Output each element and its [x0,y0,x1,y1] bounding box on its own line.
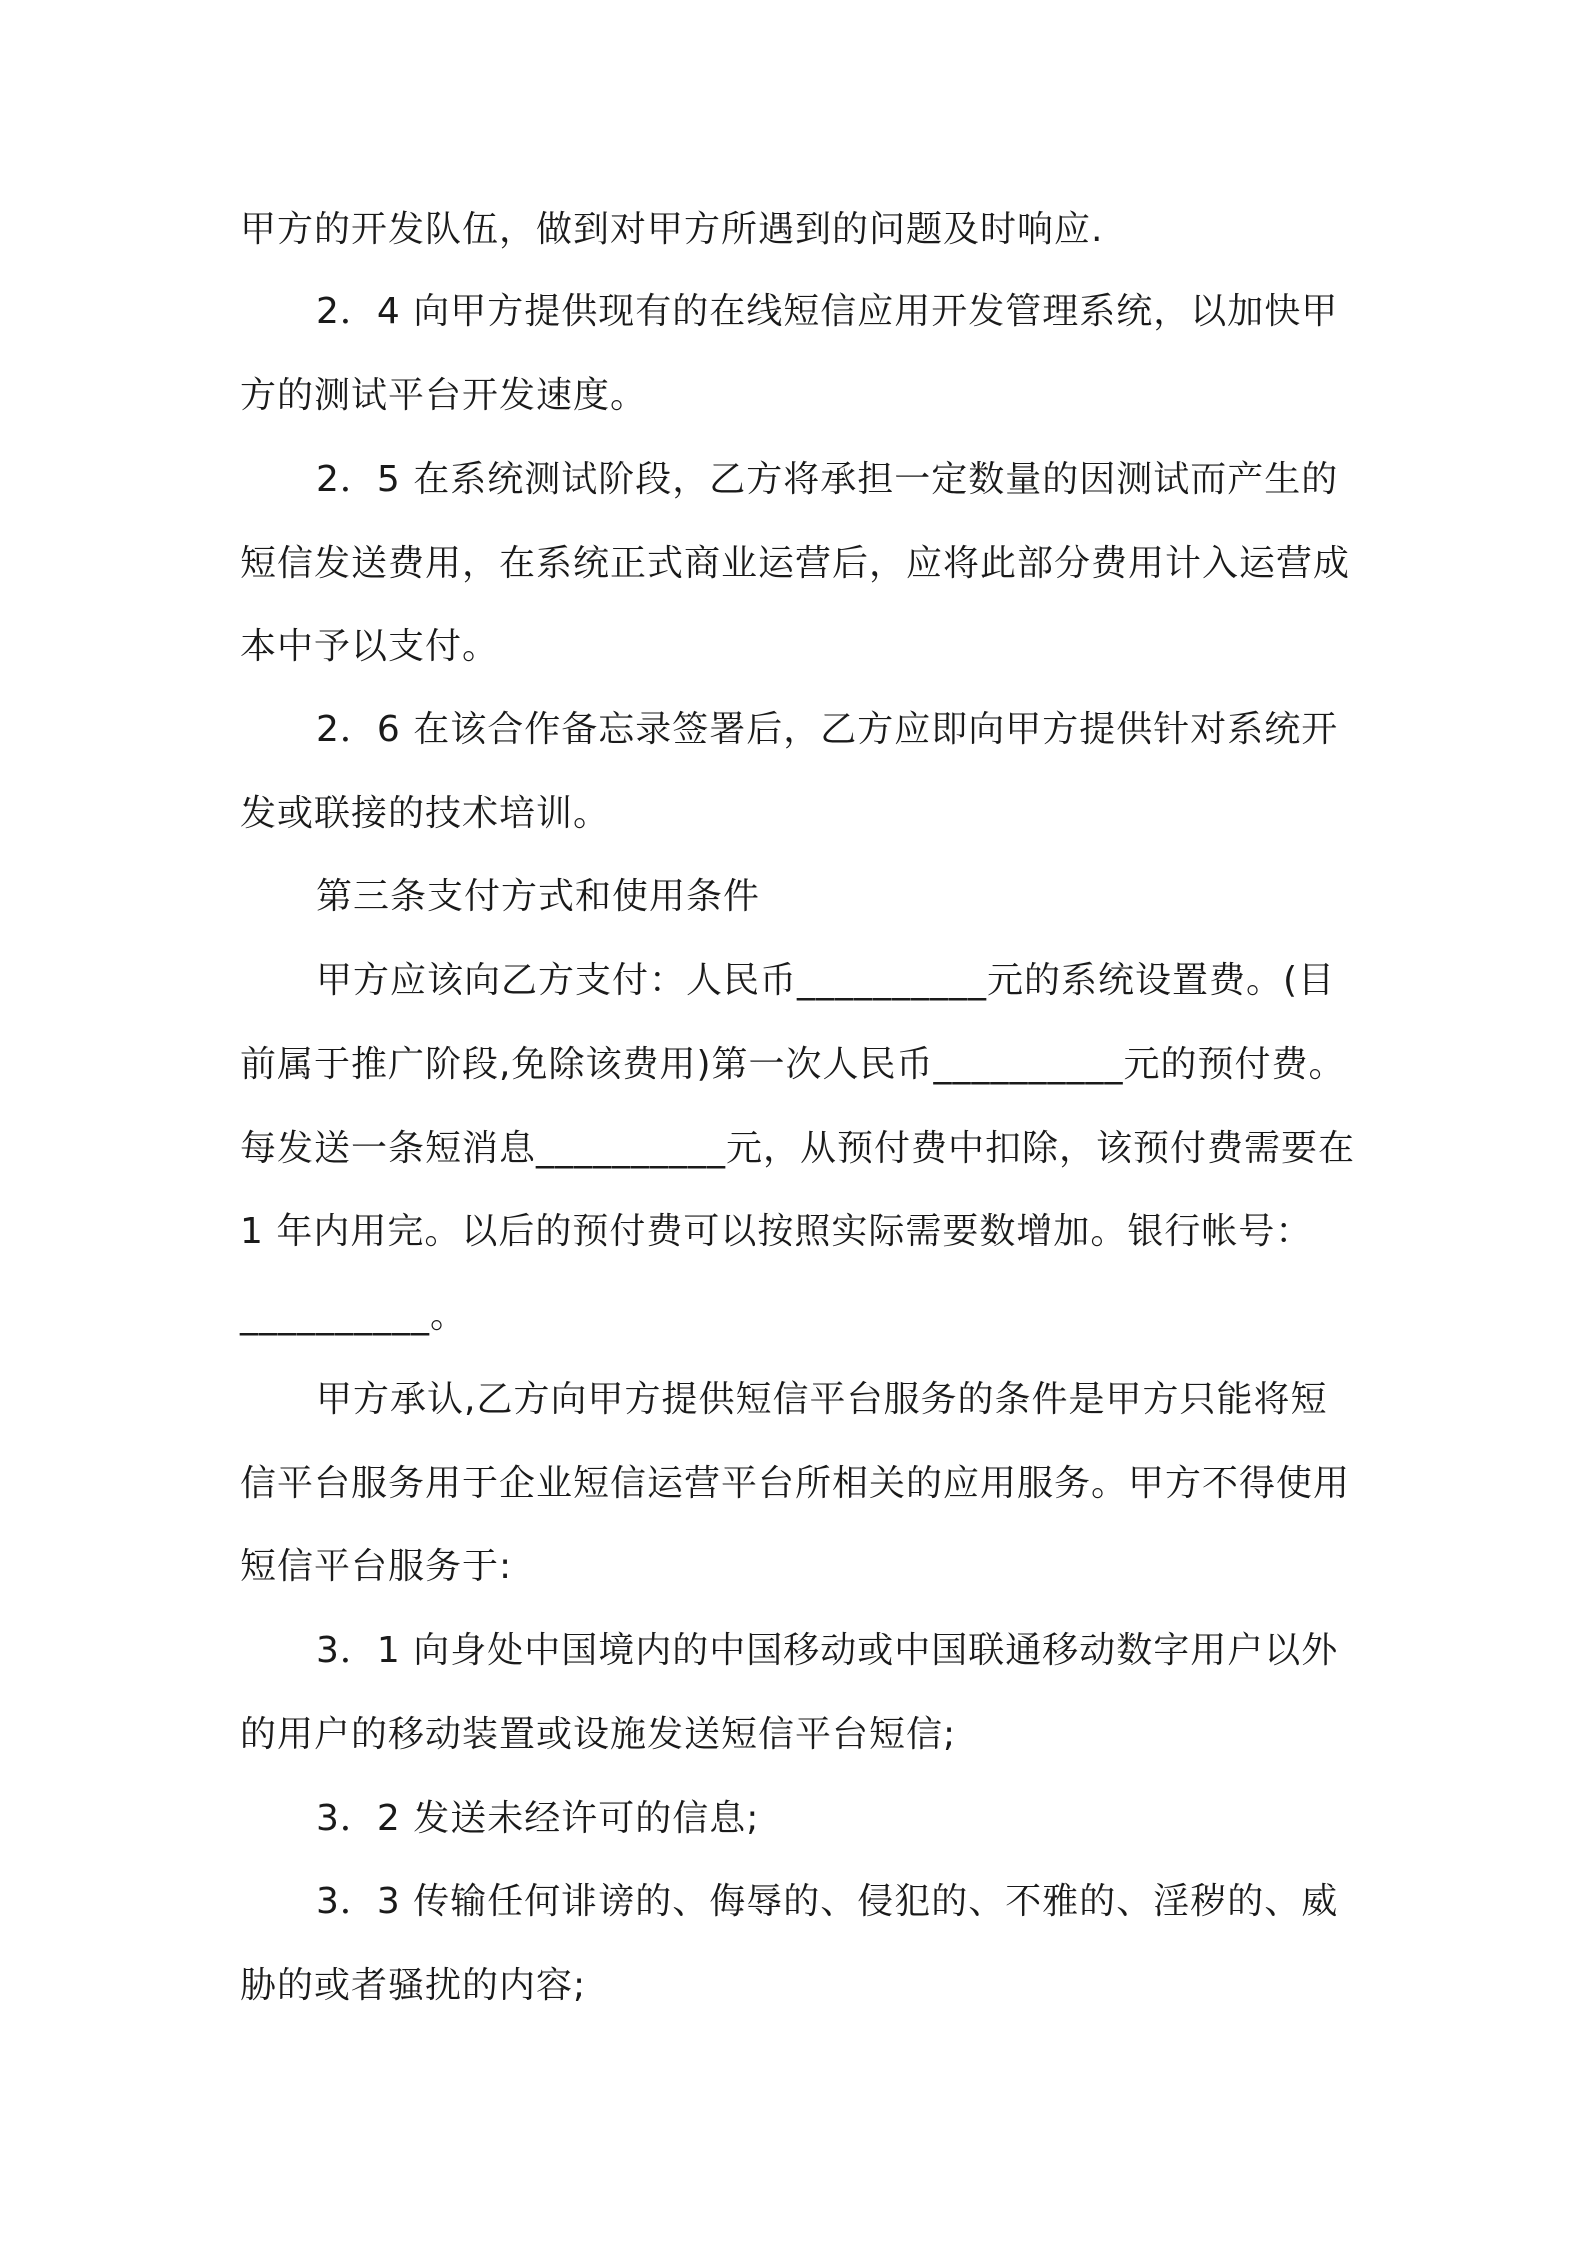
text-line-11: 前属于推广阶段,免除该费用)第一次人民币__________元的预付费。 [240,1044,1346,1085]
section-heading: 第三条支付方式和使用条件 [316,876,761,917]
text-line-14: __________。 [240,1295,468,1336]
text-line-16: 信平台服务用于企业短信运营平台所相关的应用服务。甲方不得使用 [240,1463,1351,1504]
text-line-8: 发或联接的技术培训。 [240,793,611,834]
text-line-12: 每发送一条短消息__________元，从预付费中扣除，该预付费需要在 [240,1128,1356,1169]
text-line-6: 本中予以支付。 [240,626,500,667]
text-line-3: 方的测试平台开发速度。 [240,375,648,416]
text-line-7: 2．6 在该合作备忘录签署后，乙方应即向甲方提供针对系统开 [316,709,1339,750]
text-line-17: 短信平台服务于: [240,1546,513,1587]
text-line-2: 2．4 向甲方提供现有的在线短信应用开发管理系统，以加快甲 [316,291,1339,332]
text-line-15: 甲方承认,乙方向甲方提供短信平台服务的条件是甲方只能将短 [316,1379,1328,1420]
text-line-18: 3．1 向身处中国境内的中国移动或中国联通移动数字用户以外 [316,1630,1339,1671]
text-line-22: 胁的或者骚扰的内容; [240,1965,587,2006]
text-line-1: 甲方的开发队伍，做到对甲方所遇到的问题及时响应. [240,209,1104,250]
text-line-21: 3．3 传输任何诽谤的、侮辱的、侵犯的、不雅的、淫秽的、威 [316,1881,1339,1922]
text-line-13: 1 年内用完。以后的预付费可以按照实际需要数增加。银行帐号： [240,1211,1313,1252]
text-line-19: 的用户的移动装置或设施发送短信平台短信; [240,1714,957,1755]
text-line-10: 甲方应该向乙方支付：人民币__________元的系统设置费。(目 [316,960,1336,1001]
text-line-4: 2．5 在系统测试阶段，乙方将承担一定数量的因测试而产生的 [316,459,1339,500]
text-line-20: 3．2 发送未经许可的信息; [316,1798,760,1839]
text-line-5: 短信发送费用，在系统正式商业运营后，应将此部分费用计入运营成 [240,543,1351,584]
